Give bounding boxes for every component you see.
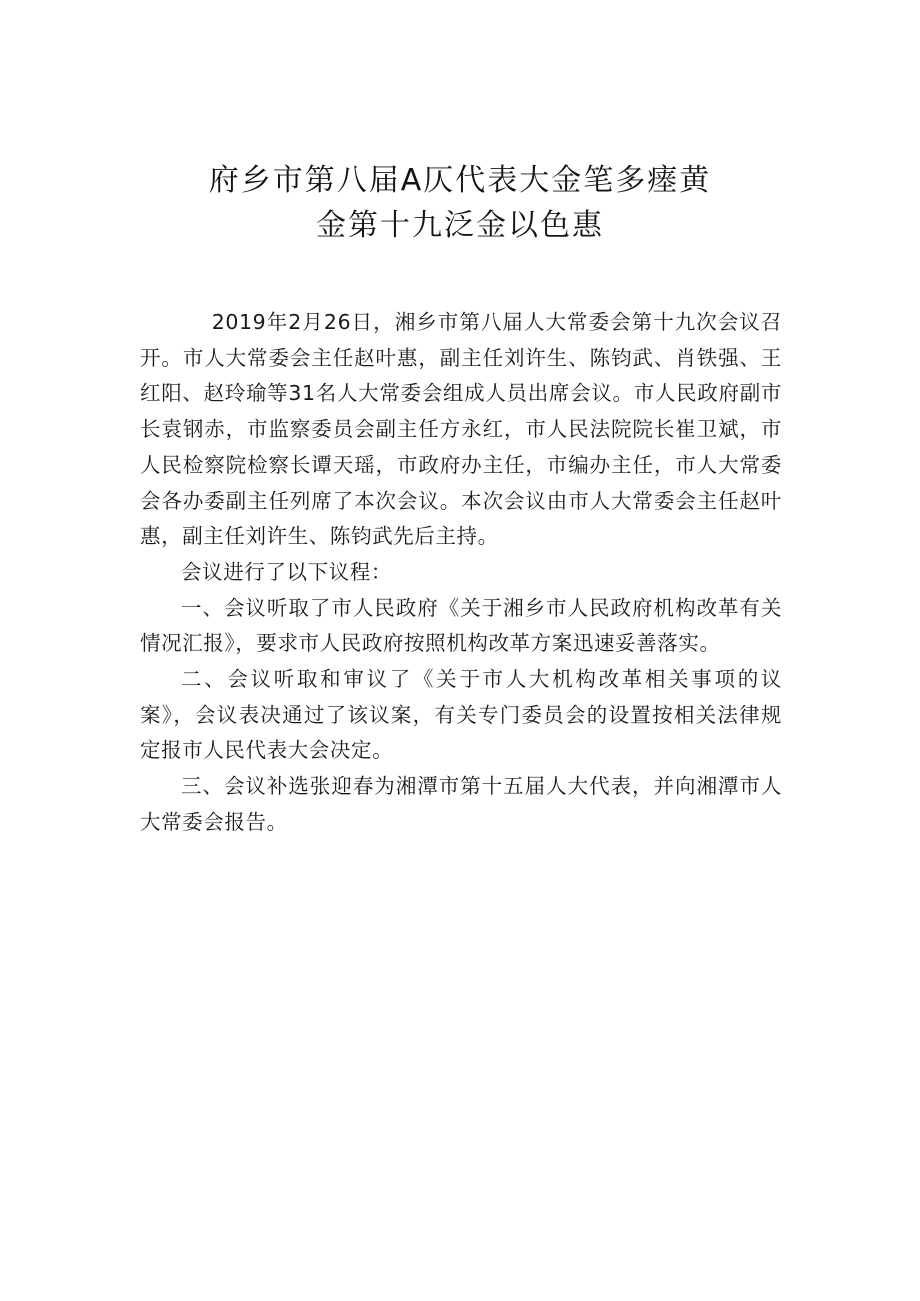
paragraph-agenda-item-1: 一、会议听取了市人民政府《关于湘乡市人民政府机构改革有关情况汇报》，要求市人民政府按照机构改革方案迅速妥善落实。 (140, 595, 782, 656)
document-title (140, 158, 780, 248)
title-line-2: 金第十九泛金以色惠 (316, 208, 604, 243)
paragraph-agenda-item-2: 二、会议听取和审议了《关于市人大机构改革相关事项的议案》，会议表决通过了该议案，有关专门委员会的设置按相关法律规定报市人民代表大会决定。 (140, 667, 782, 763)
paragraph-intro: 2019年2月26日，湘乡市第八届人大常委会第十九次会议召开。市人大常委会主任赵叶惠，副主任刘许生、陈钧武、肖铁强、王红阳、赵玲瑜等31名人大常委会组成人员出席会议。市人民政府副市长袁钢赤，市监察委员会副主任方永红，市人民法院院长崔卫斌，市人民检察院检察长谭天瑶，市政府办主任，市编办主任，市人大常委会各办委副主任列席了本次会议。本次会议由市人大常委会主任赵叶惠，副主任刘许生、陈钧武先后主持。 (140, 310, 782, 549)
paragraph-agenda-item-3: 三、会议补选张迎春为湘潭市第十五届人大代表，并向湘潭市人大常委会报告。 (140, 774, 782, 834)
paragraph-agenda-heading: 会议进行了以下议程： (181, 559, 392, 584)
title-line-1: 府乡市第八届A仄代表大金笔多瘗黄 (208, 163, 712, 198)
document-body (140, 305, 782, 841)
